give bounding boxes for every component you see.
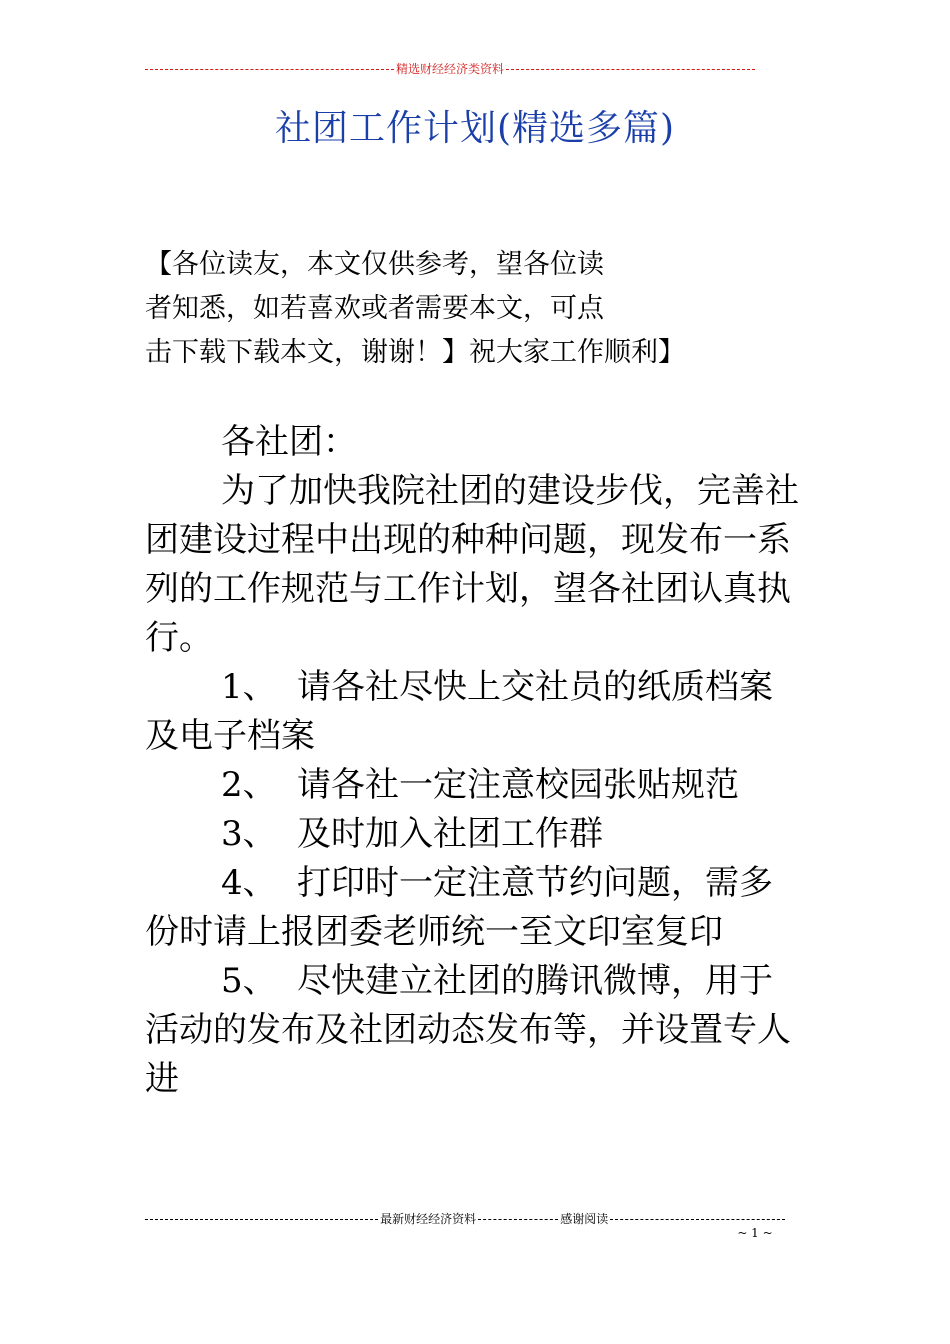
document-body xyxy=(145,418,805,1104)
header-label: 精选财经经济类资料 xyxy=(396,62,505,76)
intro-paragraph: 为了加快我院社团的建设步伐，完善社团建设过程中出现的种种问题，现发布一系列的工作规范与工作计划，望各社团认真执行。 xyxy=(145,471,799,658)
list-item xyxy=(145,859,805,957)
notice-line: 者知悉，如若喜欢或者需要本文，可点 xyxy=(145,293,604,324)
list-number: 2、 xyxy=(221,765,277,805)
list-item xyxy=(145,761,805,810)
footer-dash-middle xyxy=(478,1219,558,1220)
list-number: 3、 xyxy=(221,814,277,854)
list-text: 尽快建立社团的腾讯微博，用于活动的发布及社团动态发布等，并设置专人进 xyxy=(145,961,791,1099)
list-text: 及时加入社团工作群 xyxy=(297,814,603,854)
footer-dash-right xyxy=(610,1219,785,1220)
list-number: 1、 xyxy=(221,667,277,707)
list-text: 打印时一定注意节约问题，需多份时请上报团委老师统一至文印室复印 xyxy=(145,863,773,952)
page-footer xyxy=(145,1210,785,1227)
list-text: 请各社尽快上交社员的纸质档案及电子档案 xyxy=(145,667,773,756)
salutation: 各社团： xyxy=(221,422,357,462)
footer-left-label: 最新财经经济资料 xyxy=(380,1212,477,1226)
notice-line: 【各位读友，本文仅供参考，望各位读 xyxy=(145,249,604,280)
footer-right-label: 感谢阅读 xyxy=(560,1212,609,1226)
header-dash-left xyxy=(145,69,394,70)
notice-line: 击下载下载本文，谢谢！】祝大家工作顺利】 xyxy=(145,337,685,368)
list-number: 5、 xyxy=(221,961,277,1001)
list-item xyxy=(145,663,805,761)
list-item xyxy=(145,810,805,859)
list-item xyxy=(145,957,805,1104)
list-number: 4、 xyxy=(221,863,277,903)
header-dash-right xyxy=(506,69,755,70)
page-number: ~ 1 ~ xyxy=(737,1226,773,1240)
document-title: 社团工作计划(精选多篇) xyxy=(274,108,676,149)
page-header xyxy=(145,60,755,77)
footer-dash-left xyxy=(145,1219,378,1220)
list-text: 请各社一定注意校园张贴规范 xyxy=(297,765,739,805)
reader-notice xyxy=(145,243,785,375)
